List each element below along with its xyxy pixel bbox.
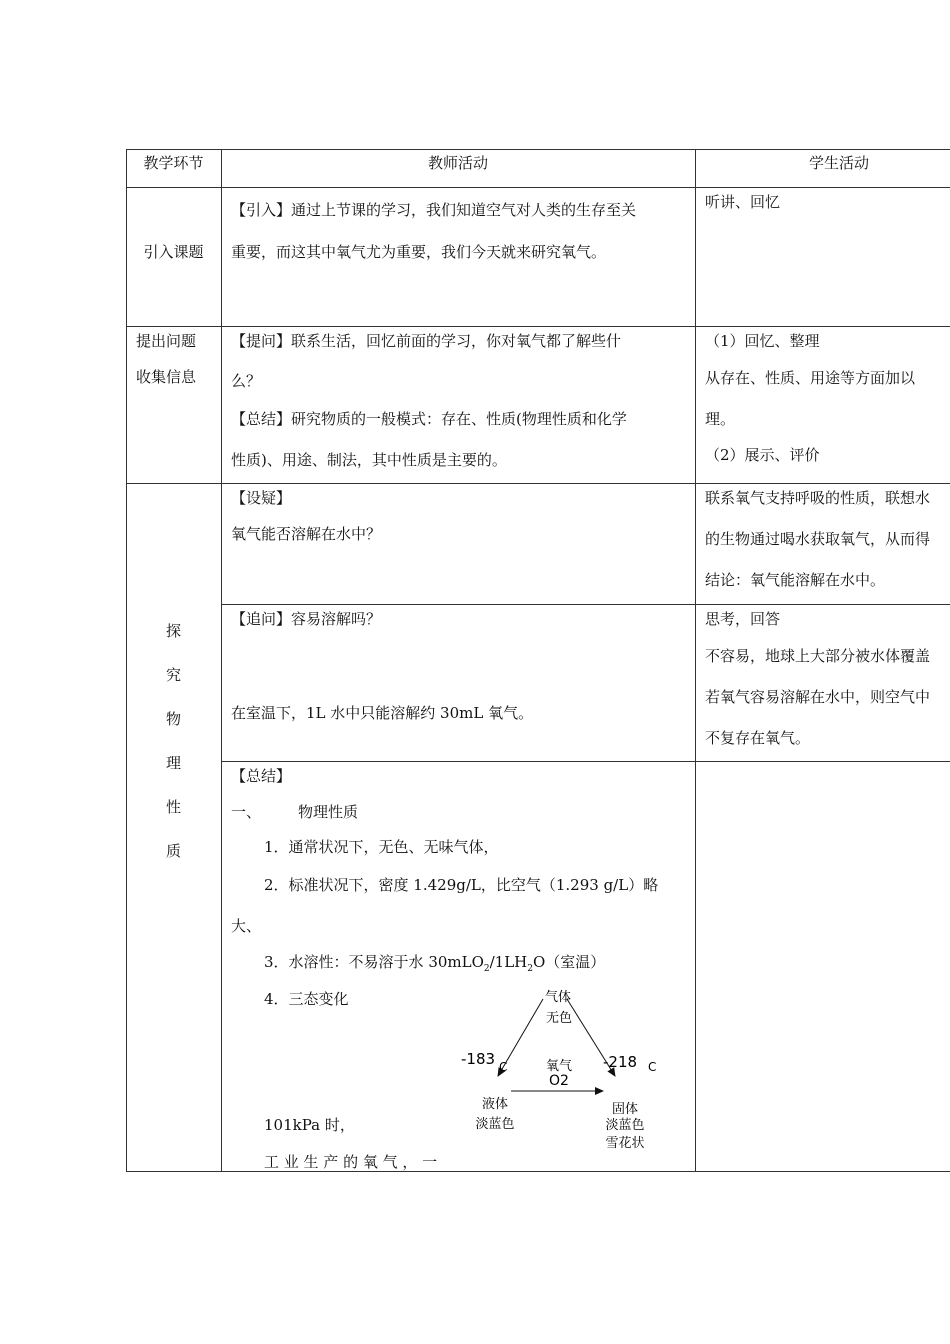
- teacher-followup-line: 【追问】容易溶解吗？: [231, 610, 382, 628]
- stage-explore-char: 性: [165, 798, 181, 816]
- student-followup-line: 不复存在氧气。: [705, 729, 811, 747]
- table-header-rule: [126, 187, 950, 188]
- stage-question-line: 提出问题: [136, 332, 197, 350]
- table-col-rule: [221, 149, 222, 1172]
- property-item: 2．标准状况下，密度 1.429g/L，比空气（1.293 g/L）略: [264, 876, 659, 894]
- header-stage: 教学环节: [143, 154, 204, 172]
- student-intro-line: 听讲、回忆: [705, 193, 781, 211]
- three-state-diagram: [455, 985, 695, 1160]
- student-question-line: （1）回忆、整理: [705, 332, 820, 350]
- teacher-doubt-line: 【设疑】: [231, 489, 292, 507]
- tail-line: 101kPa 时，: [264, 1116, 355, 1134]
- solid-shape: 雪花状: [605, 1136, 645, 1151]
- table-subrow-rule: [221, 604, 950, 605]
- table-subrow-rule: [221, 761, 950, 762]
- header-student: 学生活动: [808, 154, 869, 172]
- table-border-bottom: [126, 1171, 950, 1172]
- student-question-line: （2）展示、评价: [705, 446, 820, 464]
- stage-explore-char: 究: [165, 666, 181, 684]
- student-followup-line: 不容易，地球上大部分被水体覆盖: [705, 647, 931, 665]
- summary-label: 【总结】: [231, 767, 292, 785]
- table-border-left: [126, 149, 127, 1172]
- stage-intro: 引入课题: [143, 243, 204, 261]
- teacher-followup-line: 在室温下，1L 水中只能溶解约 30mL 氧气。: [231, 704, 534, 722]
- teacher-question-line: 【总结】研究物质的一般模式：存在、性质(物理性质和化学: [231, 410, 627, 428]
- header-teacher: 教师活动: [427, 154, 488, 172]
- student-doubt-line: 的生物通过喝水获取氧气，从而得: [705, 530, 931, 548]
- stage-explore-char: 物: [165, 710, 181, 728]
- property-item: 4．三态变化: [264, 990, 349, 1008]
- stage-explore-char: 质: [165, 842, 181, 860]
- heading-physical-properties: 物理性质: [298, 803, 359, 821]
- property-item-solubility: 3．水溶性：不易溶于水 $30mLO_2/1LH_2O$（室温）: [264, 953, 606, 974]
- solid-color: 淡蓝色: [605, 1118, 645, 1133]
- right-temp-unit: C: [648, 1060, 657, 1074]
- teacher-question-line: 性质)、用途、制法，其中性质是主要的。: [231, 451, 507, 469]
- student-question-line: 从存在、性质、用途等方面加以: [705, 369, 916, 387]
- left-temp: -183: [461, 1050, 496, 1068]
- student-followup-line: 若氧气容易溶解在水中，则空气中: [705, 688, 931, 706]
- table-col-rule: [695, 149, 696, 1172]
- teacher-intro-line: 【引入】通过上节课的学习，我们知道空气对人类的生存至关: [231, 201, 637, 219]
- gas-color: 无色: [545, 1011, 573, 1026]
- teacher-question-line: 【提问】联系生活，回忆前面的学习，你对氧气都了解些什: [231, 332, 622, 350]
- stage-question-line: 收集信息: [136, 368, 197, 386]
- center-formula: O2: [549, 1073, 569, 1089]
- tail-line: 工 业 生 产 的 氧 气 ， 一: [264, 1153, 438, 1171]
- student-doubt-line: 结论：氧气能溶解在水中。: [705, 571, 886, 589]
- teacher-question-line: 么？: [231, 372, 262, 390]
- table-row-rule: [126, 483, 950, 484]
- center-label: 氧气: [545, 1059, 573, 1074]
- teacher-doubt-line: 氧气能否溶解在水中？: [231, 525, 382, 543]
- gas-label: 气体: [544, 990, 572, 1005]
- student-doubt-line: 联系氧气支持呼吸的性质，联想水: [705, 489, 931, 507]
- left-temp-unit: C: [499, 1060, 508, 1074]
- student-followup-line: 思考，回答: [705, 610, 781, 628]
- stage-explore-char: 理: [165, 754, 181, 772]
- property-item-wrap: 大、: [231, 917, 262, 935]
- heading-number: 一、: [231, 803, 262, 821]
- student-question-line: 理。: [705, 410, 736, 428]
- right-temp: -218: [603, 1053, 638, 1071]
- table-row-rule: [126, 326, 950, 327]
- liquid-label: 液体: [481, 1097, 509, 1112]
- liquid-color: 淡蓝色: [475, 1117, 515, 1132]
- stage-explore-char: 探: [165, 622, 181, 640]
- teacher-intro-line: 重要，而这其中氧气尤为重要，我们今天就来研究氧气。: [231, 243, 607, 261]
- table-border-top: [126, 149, 950, 150]
- property-item: 1．通常状况下，无色、无味气体，: [264, 838, 499, 856]
- solid-label: 固体: [611, 1102, 639, 1117]
